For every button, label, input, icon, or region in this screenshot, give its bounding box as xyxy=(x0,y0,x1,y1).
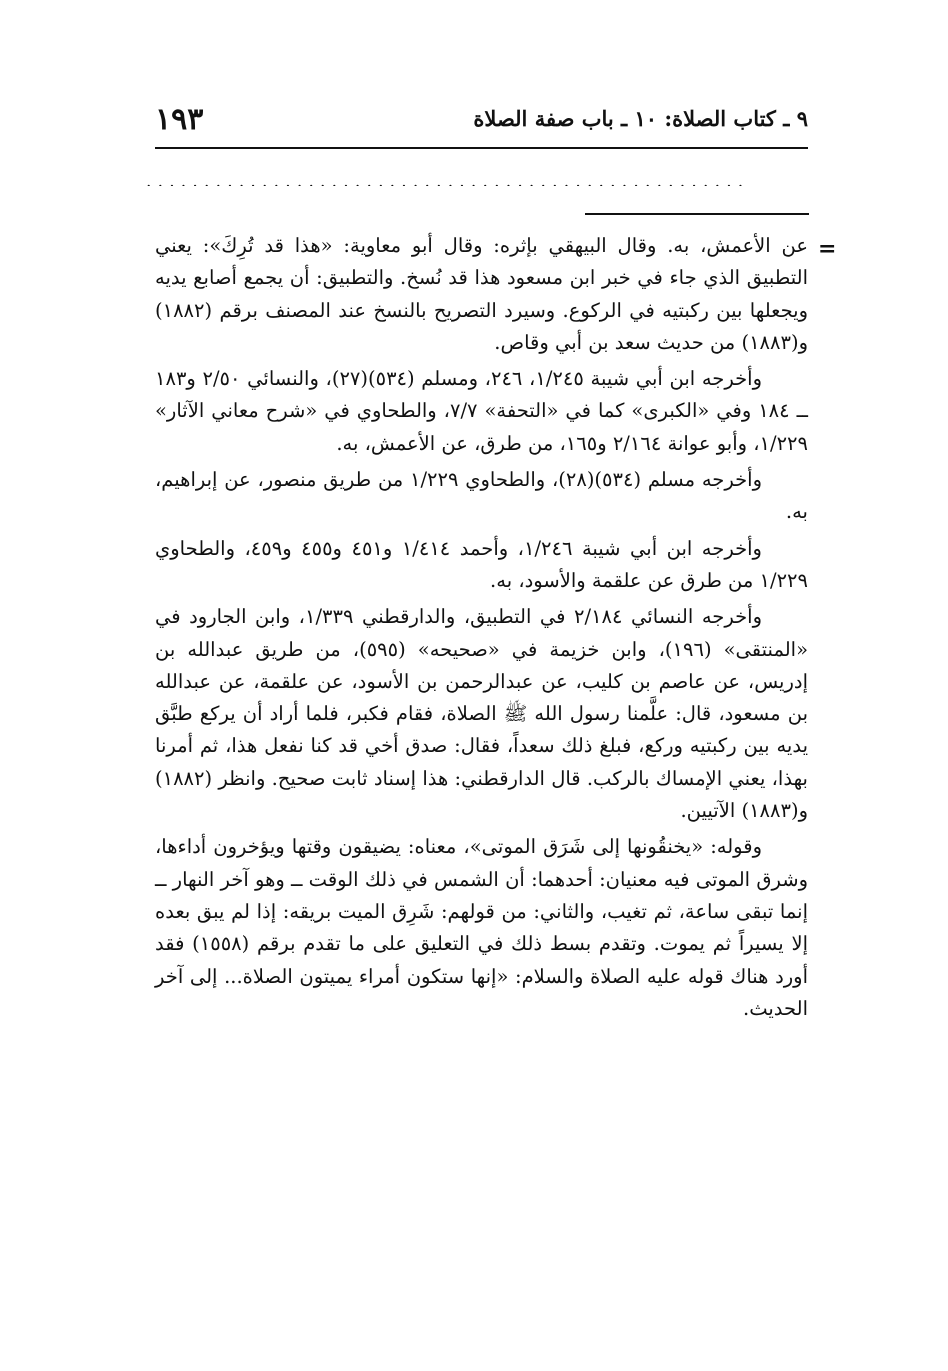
footnote-rule xyxy=(585,213,809,215)
continuation-mark: = xyxy=(818,236,837,262)
footnote-body xyxy=(155,230,808,1029)
dotted-separator: .................................................... xyxy=(146,172,750,186)
paragraph: وأخرجه النسائي ٢/١٨٤ في التطبيق، والدارقطني ١/٣٣٩، وابن الجارود في «المنتقى» (١٩٦)، وابن خزيمة في «صحيحه» (٥٩٥)، من طريق عبدالله بن إدريس، عن عاصم بن كليب، عن عبدالرحمن بن الأسود، عن علقمة، عن عبدالله بن مسعود، قال: علَّمنا رسول الله ﷺ الصلاة، فقام فكبر، فلما أراد أن يركع طبَّق يديه بين ركبتيه وركع، فبلغ ذلك سعداً، فقال: صدق أخي قد كنا نفعل هذا، ثم أمرنا بهذا، يعني الإمساك بالركب. قال الدارقطني: هذا إسناد ثابت صحيح. وانظر (١٨٨٢) و(١٨٨٣) الآتيين. xyxy=(155,605,809,823)
paragraph: وأخرجه ابن أبي شيبة ١/٢٤٥، ٢٤٦، ومسلم (٥٣٤)(٢٧)، والنسائي ٢/٥٠ و١٨٣ ــ ١٨٤ وفي «الكبرى» كما في «التحفة» ٧/٧، والطحاوي في «شرح معاني الآثار» ١/٢٢٩، وأبو عوانة ٢/١٦٤ و١٦٥، من طرق، عن الأعمش، به. xyxy=(155,367,809,455)
paragraph: وقوله: «يخنقُونها إلى شَرَق الموتى»، معناه: يضيقون وقتها ويؤخرون أداءها، وشرق الموتى فيه معنيان: أحدهما: أن الشمس في ذلك الوقت ــ وهو آخر النهار ــ إنما تبقى ساعة، ثم تغيب، والثاني: من قولهم: شَرِق الميت بريقه: إذا لم يبق بعده إلا يسيراً ثم يموت. وتقدم بسط ذلك في التعليق على ما تقدم برقم (١٥٥٨) فقد أورد هناك قوله عليه الصلاة والسلام: «إنها ستكون أمراء يميتون الصلاة... إلى آخر الحديث. xyxy=(155,835,808,1020)
page-number: ١٩٣ xyxy=(155,102,204,137)
paragraph: وأخرجه مسلم (٥٣٤)(٢٨)، والطحاوي ١/٢٢٩ من طريق منصور، عن إبراهيم، به. xyxy=(155,468,808,524)
header-rule xyxy=(155,147,808,149)
paragraph: وأخرجه ابن أبي شيبة ١/٢٤٦، وأحمد ١/٤١٤ و٤٥١ و٤٥٥ و٤٥٩، والطحاوي ١/٢٢٩ من طرق عن علقمة والأسود، به. xyxy=(155,536,808,592)
running-header-title: ٩ ـ كتاب الصلاة: ١٠ ـ باب صفة الصلاة xyxy=(473,106,808,131)
page-header xyxy=(155,102,808,142)
paragraph: عن الأعمش، به. وقال البيهقي بإثره: وقال أبو معاوية: «هذا قد تُرِكَ»: يعني التطبيق الذي جاء في خبر ابن مسعود هذا قد نُسخ. والتطبيق: أن يجمع أصابع يديه ويجعلها بين ركبتيه في الركوع. وسيرد التصريح بالنسخ عند المصنف برقم (١٨٨٢) و(١٨٨٣) من حديث سعد بن أبي وقاص. xyxy=(155,234,808,354)
